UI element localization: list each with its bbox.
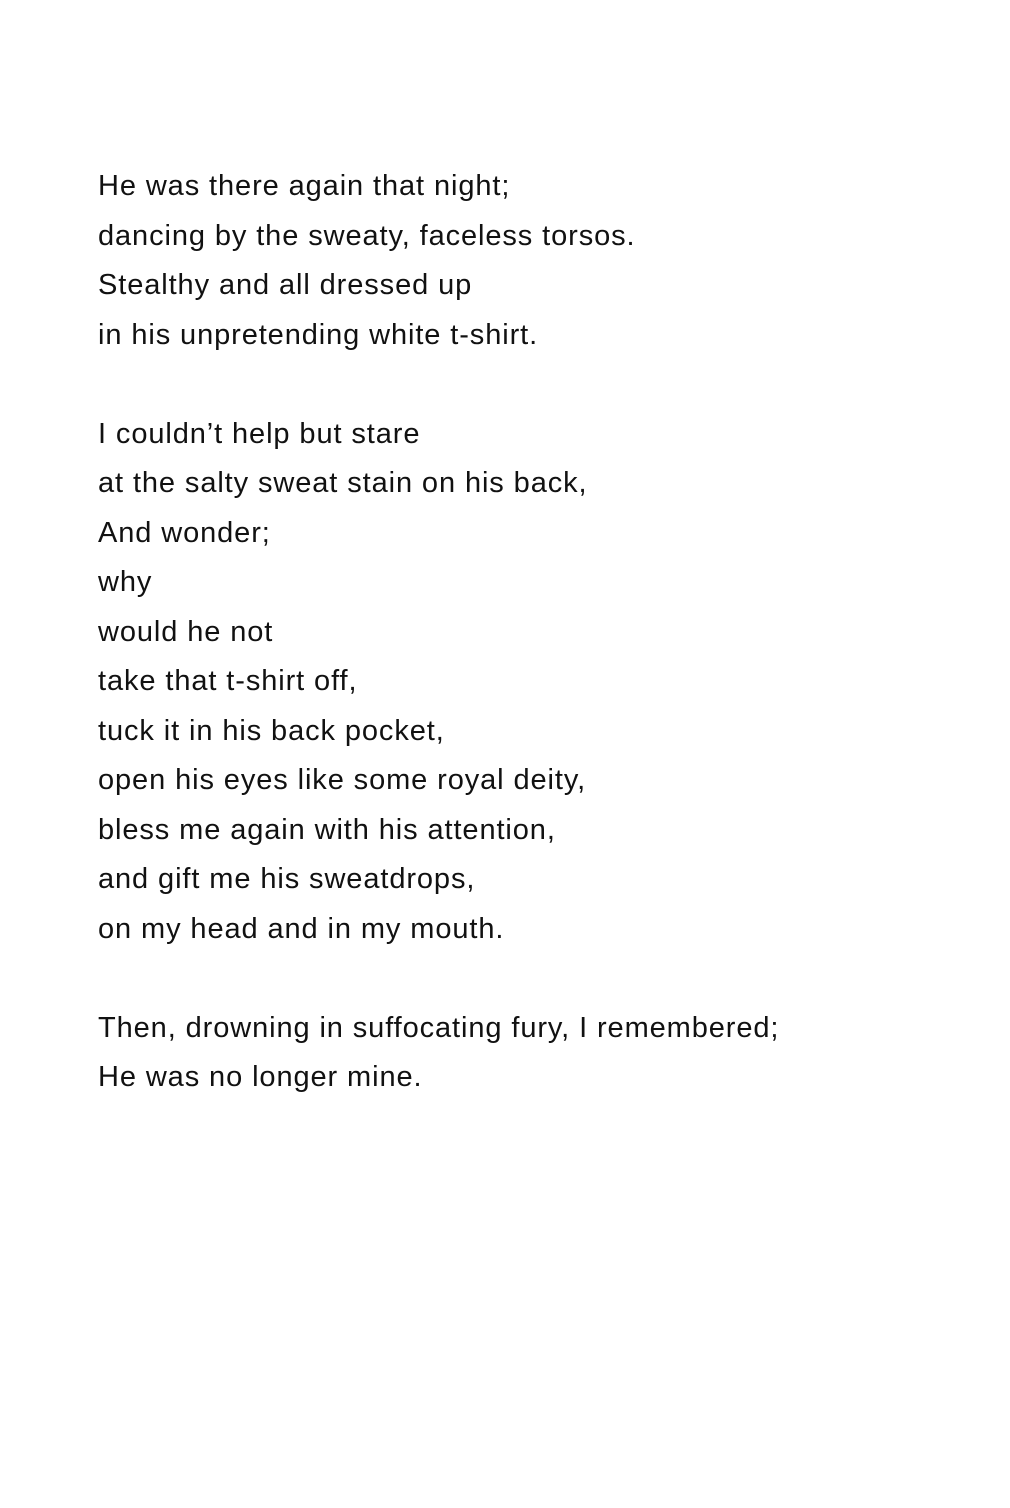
poem-line: He was no longer mine. bbox=[98, 1061, 423, 1093]
stanza-1 bbox=[98, 162, 978, 360]
poem-body bbox=[98, 162, 978, 1152]
poem-line: why bbox=[98, 566, 153, 598]
poem-line: Then, drowning in suffocating fury, I remembered; bbox=[98, 1011, 780, 1044]
poem-line: on my head and in my mouth. bbox=[98, 912, 505, 945]
poem-line: take that t-shirt off, bbox=[98, 665, 358, 697]
poem-line: I couldn’t help but stare bbox=[98, 417, 421, 450]
stanza-2 bbox=[98, 410, 978, 955]
poem-line: in his unpretending white t-shirt. bbox=[98, 318, 539, 351]
poem-line: Stealthy and all dressed up bbox=[98, 269, 473, 301]
poem-line: And wonder; bbox=[98, 516, 271, 549]
poem-line: tuck it in his back pocket, bbox=[98, 714, 445, 747]
poem-line: and gift me his sweatdrops, bbox=[98, 863, 476, 895]
poem-line: open his eyes like some royal deity, bbox=[98, 764, 587, 796]
poem-line: would he not bbox=[98, 615, 274, 648]
poem-line: at the salty sweat stain on his back, bbox=[98, 467, 588, 499]
poem-line: bless me again with his attention, bbox=[98, 813, 556, 846]
poem-line: dancing by the sweaty, faceless torsos. bbox=[98, 219, 636, 252]
poem-line: He was there again that night; bbox=[98, 170, 511, 202]
stanza-3 bbox=[98, 1004, 978, 1103]
